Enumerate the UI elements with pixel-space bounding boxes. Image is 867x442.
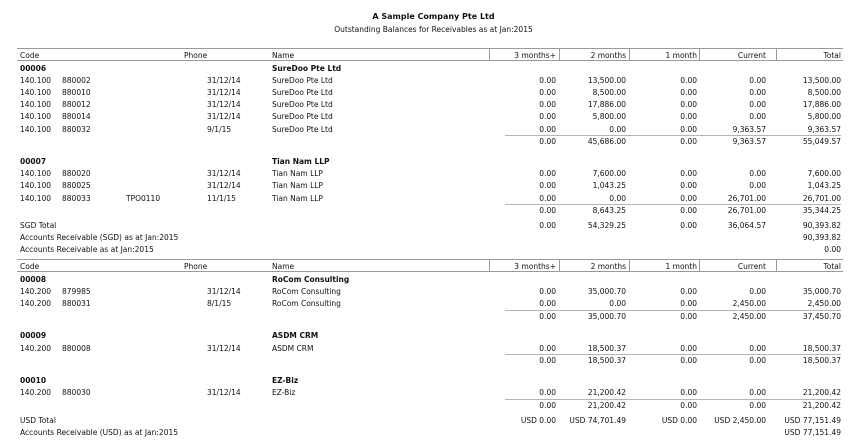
document-number: 879985 <box>62 286 91 296</box>
document-number: 880031 <box>62 298 91 308</box>
column-header-m2: 2 months <box>590 262 626 271</box>
currency-total-m3: 0.00 <box>539 220 556 230</box>
amount-m2: 17,886.00 <box>587 100 626 110</box>
column-header-name: Name <box>272 262 295 271</box>
column-header-current: Current <box>737 51 766 60</box>
subtotal-m1: 0.00 <box>680 356 697 366</box>
line-name: EZ-Biz <box>272 388 296 398</box>
document-number: 880008 <box>62 343 91 353</box>
customer-name: RoCom Consulting <box>272 274 350 284</box>
amount-cur: 9,363.57 <box>732 124 766 134</box>
amount-cur: 0.00 <box>749 343 766 353</box>
subtotal-m2: 45,686.00 <box>587 137 626 147</box>
line-name: Tian Nam LLP <box>272 181 323 191</box>
amount-m3: 0.00 <box>539 112 556 122</box>
header-bottom-rule <box>17 60 843 61</box>
gl-account: 140.100 <box>20 169 52 179</box>
subtotal-rule <box>505 310 841 311</box>
document-number: 880033 <box>62 193 91 203</box>
invoice-date: 31/12/14 <box>207 343 241 353</box>
header-column-divider <box>629 48 630 60</box>
amount-m2: 0.00 <box>609 124 626 134</box>
line-name: Tian Nam LLP <box>272 169 323 179</box>
header-top-rule <box>17 259 843 260</box>
subtotal-m3: 0.00 <box>539 137 556 147</box>
column-header-phone: Phone <box>184 51 208 60</box>
currency-total-total: USD 77,151.49 <box>784 415 841 425</box>
amount-total: 35,000.70 <box>802 286 841 296</box>
amount-total: 26,701.00 <box>802 193 841 203</box>
amount-m3: 0.00 <box>539 124 556 134</box>
header-column-divider <box>699 48 700 60</box>
line-name: SureDoo Pte Ltd <box>272 124 333 134</box>
customer-name: EZ-Biz <box>272 375 299 385</box>
amount-m2: 35,000.70 <box>587 286 626 296</box>
column-header-m1: 1 month <box>665 262 697 271</box>
amount-m1: 0.00 <box>680 112 697 122</box>
subtotal-m1: 0.00 <box>680 137 697 147</box>
gl-account: 140.200 <box>20 286 52 296</box>
line-name: RoCom Consulting <box>272 286 341 296</box>
amount-m2: 7,600.00 <box>592 169 626 179</box>
document-number: 880012 <box>62 100 91 110</box>
ar-summary-value: USD 77,151.49 <box>784 427 841 437</box>
company-name: A Sample Company Pte Ltd <box>372 12 495 21</box>
amount-total: 18,500.37 <box>802 343 841 353</box>
column-header-m3: 3 months+ <box>514 51 556 60</box>
amount-total: 7,600.00 <box>807 169 841 179</box>
currency-total-label: SGD Total <box>20 220 57 230</box>
subtotal-rule <box>505 354 841 355</box>
currency-total-total: 90,393.82 <box>802 220 841 230</box>
amount-cur: 0.00 <box>749 75 766 85</box>
amount-cur: 0.00 <box>749 169 766 179</box>
column-header-current: Current <box>737 262 766 271</box>
report-subtitle: Outstanding Balances for Receivables as at Jan:2015 <box>334 25 533 34</box>
line-name: ASDM CRM <box>272 343 314 353</box>
amount-m1: 0.00 <box>680 286 697 296</box>
amount-m1: 0.00 <box>680 124 697 134</box>
line-name: SureDoo Pte Ltd <box>272 75 333 85</box>
column-header-code: Code <box>20 262 40 271</box>
amount-cur: 0.00 <box>749 112 766 122</box>
gl-account: 140.200 <box>20 388 52 398</box>
amount-total: 5,800.00 <box>807 112 841 122</box>
invoice-date: 31/12/14 <box>207 112 241 122</box>
subtotal-total: 37,450.70 <box>802 311 841 321</box>
invoice-date: 31/12/14 <box>207 75 241 85</box>
invoice-date: 31/12/14 <box>207 286 241 296</box>
gl-account: 140.100 <box>20 124 52 134</box>
document-number: 880025 <box>62 181 91 191</box>
gl-account: 140.100 <box>20 193 52 203</box>
header-column-divider <box>776 259 777 271</box>
amount-cur: 0.00 <box>749 388 766 398</box>
amount-m3: 0.00 <box>539 181 556 191</box>
amount-m3: 0.00 <box>539 87 556 97</box>
invoice-date: 31/12/14 <box>207 100 241 110</box>
amount-m1: 0.00 <box>680 388 697 398</box>
subtotal-m2: 18,500.37 <box>587 356 626 366</box>
invoice-date: 8/1/15 <box>207 298 232 308</box>
line-name: SureDoo Pte Ltd <box>272 112 333 122</box>
header-column-divider <box>776 48 777 60</box>
subtotal-total: 55,049.57 <box>802 137 841 147</box>
amount-cur: 0.00 <box>749 87 766 97</box>
amount-m3: 0.00 <box>539 286 556 296</box>
invoice-date: 9/1/15 <box>207 124 232 134</box>
header-column-divider <box>629 259 630 271</box>
header-bottom-rule <box>17 271 843 272</box>
header-column-divider <box>489 259 490 271</box>
subtotal-m3: 0.00 <box>539 206 556 216</box>
amount-m3: 0.00 <box>539 298 556 308</box>
amount-m2: 21,200.42 <box>587 388 626 398</box>
amount-m2: 0.00 <box>609 298 626 308</box>
subtotal-cur: 0.00 <box>749 400 766 410</box>
amount-cur: 0.00 <box>749 286 766 296</box>
header-column-divider <box>559 48 560 60</box>
amount-total: 13,500.00 <box>802 75 841 85</box>
customer-code: 00006 <box>20 63 47 73</box>
amount-m3: 0.00 <box>539 100 556 110</box>
column-header-name: Name <box>272 51 295 60</box>
amount-m1: 0.00 <box>680 87 697 97</box>
amount-cur: 2,450.00 <box>732 298 766 308</box>
document-number: 880030 <box>62 388 91 398</box>
document-number: 880020 <box>62 169 91 179</box>
subtotal-m1: 0.00 <box>680 400 697 410</box>
subtotal-m3: 0.00 <box>539 356 556 366</box>
invoice-date: 31/12/14 <box>207 169 241 179</box>
ar-summary-label: Accounts Receivable as at Jan:2015 <box>20 245 154 255</box>
currency-total-m2: USD 74,701.49 <box>569 415 626 425</box>
amount-m3: 0.00 <box>539 169 556 179</box>
amount-m1: 0.00 <box>680 75 697 85</box>
customer-name: ASDM CRM <box>272 331 319 341</box>
invoice-date: 11/1/15 <box>207 193 236 203</box>
subtotal-total: 18,500.37 <box>802 356 841 366</box>
subtotal-cur: 2,450.00 <box>732 311 766 321</box>
invoice-date: 31/12/14 <box>207 181 241 191</box>
amount-m2: 18,500.37 <box>587 343 626 353</box>
document-number: 880014 <box>62 112 91 122</box>
amount-m2: 1,043.25 <box>592 181 626 191</box>
customer-code: 00007 <box>20 156 47 166</box>
currency-total-m3: USD 0.00 <box>520 415 556 425</box>
subtotal-rule <box>505 204 841 205</box>
column-header-total: Total <box>823 51 841 60</box>
header-column-divider <box>559 259 560 271</box>
ar-summary-label: Accounts Receivable (USD) as at Jan:2015 <box>20 427 179 437</box>
currency-total-cur: USD 2,450.00 <box>714 415 766 425</box>
amount-m3: 0.00 <box>539 75 556 85</box>
subtotal-m1: 0.00 <box>680 311 697 321</box>
amount-total: 17,886.00 <box>802 100 841 110</box>
invoice-date: 31/12/14 <box>207 87 241 97</box>
amount-cur: 26,701.00 <box>727 193 766 203</box>
subtotal-m3: 0.00 <box>539 311 556 321</box>
amount-m2: 5,800.00 <box>592 112 626 122</box>
customer-code: 00008 <box>20 274 47 284</box>
customer-name: Tian Nam LLP <box>272 156 330 166</box>
column-header-m3: 3 months+ <box>514 262 556 271</box>
subtotal-cur: 26,701.00 <box>727 206 766 216</box>
document-number: 880002 <box>62 75 91 85</box>
amount-m1: 0.00 <box>680 343 697 353</box>
amount-m1: 0.00 <box>680 298 697 308</box>
column-header-m2: 2 months <box>590 51 626 60</box>
amount-total: 2,450.00 <box>807 298 841 308</box>
currency-total-m1: 0.00 <box>680 220 697 230</box>
subtotal-m3: 0.00 <box>539 400 556 410</box>
amount-m3: 0.00 <box>539 193 556 203</box>
header-column-divider <box>699 259 700 271</box>
column-header-total: Total <box>823 262 841 271</box>
currency-total-label: USD Total <box>20 415 56 425</box>
subtotal-cur: 0.00 <box>749 356 766 366</box>
subtotal-m2: 8,643.25 <box>592 206 626 216</box>
ar-summary-label: Accounts Receivable (SGD) as at Jan:2015 <box>20 233 179 243</box>
amount-m1: 0.00 <box>680 100 697 110</box>
amount-m2: 0.00 <box>609 193 626 203</box>
currency-total-cur: 36,064.57 <box>727 220 766 230</box>
subtotal-rule <box>505 399 841 400</box>
gl-account: 140.200 <box>20 298 52 308</box>
currency-total-m2: 54,329.25 <box>587 220 626 230</box>
subtotal-rule <box>505 135 841 136</box>
ar-summary-value: 90,393.82 <box>802 233 841 243</box>
subtotal-m2: 35,000.70 <box>587 311 626 321</box>
subtotal-total: 35,344.25 <box>802 206 841 216</box>
invoice-date: 31/12/14 <box>207 388 241 398</box>
gl-account: 140.200 <box>20 343 52 353</box>
subtotal-cur: 9,363.57 <box>732 137 766 147</box>
line-name: SureDoo Pte Ltd <box>272 87 333 97</box>
amount-total: 1,043.25 <box>807 181 841 191</box>
header-column-divider <box>489 48 490 60</box>
customer-code: 00010 <box>20 375 47 385</box>
amount-cur: 0.00 <box>749 181 766 191</box>
gl-account: 140.100 <box>20 87 52 97</box>
reference: TPO0110 <box>126 193 161 203</box>
amount-m2: 8,500.00 <box>592 87 626 97</box>
amount-total: 9,363.57 <box>807 124 841 134</box>
column-header-phone: Phone <box>184 262 208 271</box>
gl-account: 140.100 <box>20 112 52 122</box>
amount-m1: 0.00 <box>680 193 697 203</box>
amount-m3: 0.00 <box>539 388 556 398</box>
amount-total: 21,200.42 <box>802 388 841 398</box>
column-header-m1: 1 month <box>665 51 697 60</box>
subtotal-total: 21,200.42 <box>802 400 841 410</box>
header-top-rule <box>17 48 843 49</box>
ar-summary-value: 0.00 <box>824 245 841 255</box>
amount-m1: 0.00 <box>680 181 697 191</box>
line-name: Tian Nam LLP <box>272 193 323 203</box>
gl-account: 140.100 <box>20 181 52 191</box>
document-number: 880032 <box>62 124 91 134</box>
line-name: RoCom Consulting <box>272 298 341 308</box>
customer-name: SureDoo Pte Ltd <box>272 63 342 73</box>
amount-m3: 0.00 <box>539 343 556 353</box>
gl-account: 140.100 <box>20 75 52 85</box>
amount-m1: 0.00 <box>680 169 697 179</box>
subtotal-m1: 0.00 <box>680 206 697 216</box>
amount-m2: 13,500.00 <box>587 75 626 85</box>
amount-total: 8,500.00 <box>807 87 841 97</box>
amount-cur: 0.00 <box>749 100 766 110</box>
currency-total-m1: USD 0.00 <box>661 415 697 425</box>
subtotal-m2: 21,200.42 <box>587 400 626 410</box>
document-number: 880010 <box>62 87 91 97</box>
line-name: SureDoo Pte Ltd <box>272 100 333 110</box>
column-header-code: Code <box>20 51 40 60</box>
customer-code: 00009 <box>20 331 47 341</box>
gl-account: 140.100 <box>20 100 52 110</box>
